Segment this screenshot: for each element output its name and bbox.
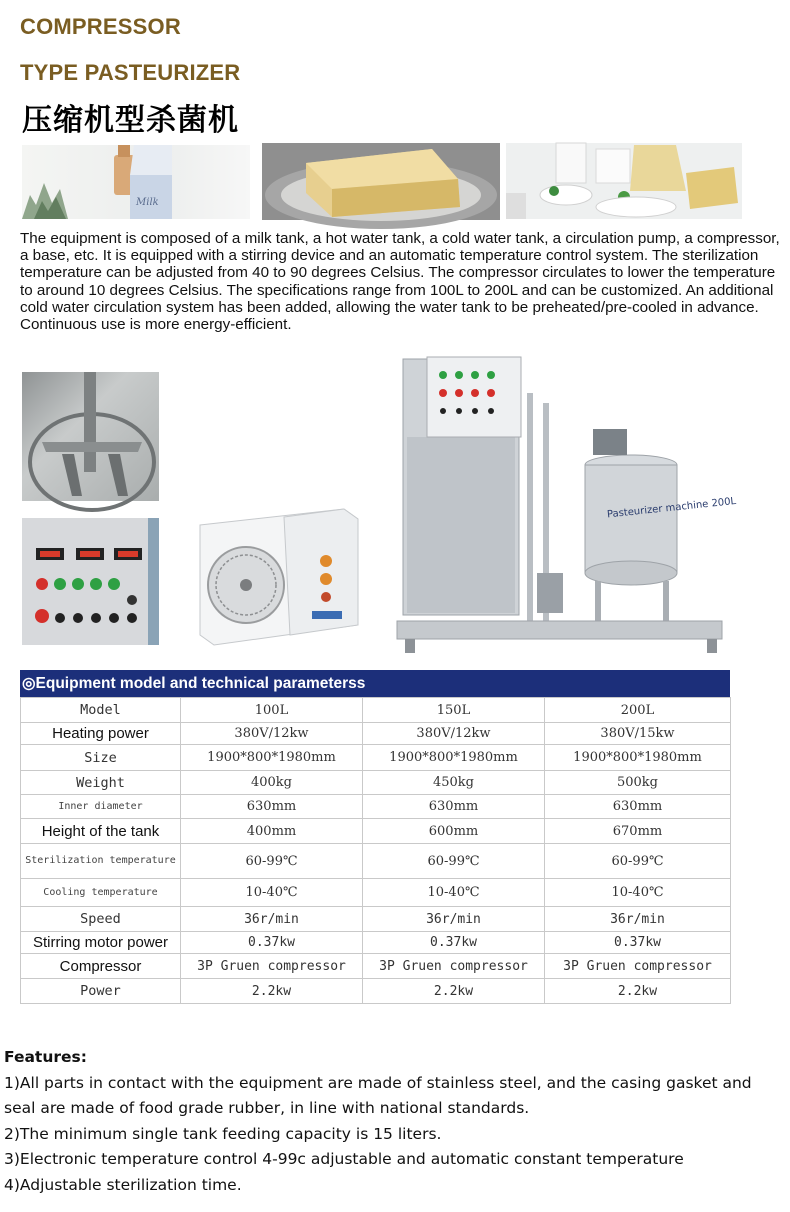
cell-200l: 0.37kw [545, 932, 731, 954]
table-row [21, 795, 731, 819]
cell-200l: 630mm [545, 795, 731, 819]
row-label: Speed [21, 907, 181, 932]
table-row [21, 844, 731, 879]
cell-100l: 400mm [181, 819, 363, 844]
title-chinese: 压缩机型杀菌机 [22, 103, 239, 138]
cell-150l: 10-40℃ [363, 879, 545, 907]
feature-item: 4)Adjustable sterilization time. [4, 1175, 242, 1194]
cell-200l: 1900*800*1980mm [545, 745, 731, 771]
cell-150l: 0.37kw [363, 932, 545, 954]
feature-item: 1)All parts in contact with the equipment are made of stainless steel, and the casing gasket and seal are made of food grade rubber, in line with national standards. [4, 1073, 752, 1117]
row-label: Heating power [21, 723, 181, 745]
table-row [21, 979, 731, 1004]
cell-150l: 60-99℃ [363, 844, 545, 879]
cell-100l: 10-40℃ [181, 879, 363, 907]
cell-150l: 1900*800*1980mm [363, 745, 545, 771]
stirrer-photo [22, 372, 159, 501]
cell-100l: 1900*800*1980mm [181, 745, 363, 771]
dairy-products-photo [506, 143, 742, 219]
feature-item: 3)Electronic temperature control 4-99c adjustable and automatic constant temperature [4, 1150, 684, 1168]
cell-100l: 60-99℃ [181, 844, 363, 879]
cell-200l: 670mm [545, 819, 731, 844]
row-label: Model [21, 698, 181, 723]
row-label: Stirring motor power [21, 932, 181, 954]
cell-100l: 630mm [181, 795, 363, 819]
features-title: Features [4, 1048, 81, 1066]
machine-label: Pasteurizer machine 200L [606, 495, 737, 521]
table-row [21, 745, 731, 771]
table-row [21, 932, 731, 954]
feature-item: 2)The minimum single tank feeding capacity is 15 liters. [4, 1124, 442, 1143]
compressor-unit-photo [194, 505, 362, 648]
cell-200l: 10-40℃ [545, 879, 731, 907]
cell-150l: 380V/12kw [363, 723, 545, 745]
cell-150l: 36r/min [363, 907, 545, 932]
milk-bottle-photo [22, 145, 250, 219]
cell-100l: 2.2kw [181, 979, 363, 1004]
table-row [21, 723, 731, 745]
spec-table [20, 697, 731, 1004]
row-label: Weight [21, 771, 181, 795]
pasteurizer-machine-photo [397, 353, 737, 660]
cell-200l: 200L [545, 698, 731, 723]
cell-200l: 500kg [545, 771, 731, 795]
features-heading: Features: [4, 1048, 87, 1066]
table-title: ◎Equipment model and technical parameterss [20, 670, 730, 697]
cell-200l: 380V/15kw [545, 723, 731, 745]
butter-photo [262, 143, 500, 220]
title-line-1: COMPRESSOR [20, 14, 181, 39]
cell-150l: 630mm [363, 795, 545, 819]
row-label: Height of the tank [21, 819, 181, 844]
title-line-2: TYPE PASTEURIZER [20, 60, 241, 85]
pasteurizer-illustration [397, 353, 737, 660]
stirrer-illustration [22, 372, 159, 501]
milk-label: Milk [136, 197, 159, 208]
cell-100l: 3P Gruen compressor [181, 954, 363, 979]
cell-150l: 150L [363, 698, 545, 723]
cell-200l: 60-99℃ [545, 844, 731, 879]
row-label: Power [21, 979, 181, 1004]
table-row [21, 954, 731, 979]
table-row [21, 879, 731, 907]
control-panel-illustration [22, 518, 159, 645]
compressor-unit-illustration [194, 505, 362, 648]
row-label: Inner diameter [21, 795, 181, 819]
cell-200l: 36r/min [545, 907, 731, 932]
features-section [4, 1045, 784, 1198]
cell-100l: 380V/12kw [181, 723, 363, 745]
table-row [21, 698, 731, 723]
cell-150l: 600mm [363, 819, 545, 844]
cell-100l: 100L [181, 698, 363, 723]
butter-illustration [262, 143, 500, 220]
table-row [21, 819, 731, 844]
intro-paragraph: The equipment is composed of a milk tank, a hot water tank, a cold water tank, a circulation pump, a compressor, a base, etc. It is equipped with a stirring device and an automatic temperature control system. The sterilization temperature can be adjusted from 40 to 90 degrees Celsius. The compressor circulates to lower the temperature to around 10 degrees Celsius. The specifications range from 100L to 200L and can be customized. An additional cold water circulation system has been added, allowing the water tank to be preheated/pre-cooled in advance. Continuous use is more energy-efficient. [20, 230, 780, 334]
cell-100l: 0.37kw [181, 932, 363, 954]
cell-150l: 450kg [363, 771, 545, 795]
cell-100l: 36r/min [181, 907, 363, 932]
dairy-illustration [506, 143, 742, 219]
cell-100l: 400kg [181, 771, 363, 795]
cell-200l: 2.2kw [545, 979, 731, 1004]
row-label: Size [21, 745, 181, 771]
cell-200l: 3P Gruen compressor [545, 954, 731, 979]
control-panel-photo [22, 518, 159, 645]
table-row [21, 907, 731, 932]
cell-150l: 2.2kw [363, 979, 545, 1004]
cell-150l: 3P Gruen compressor [363, 954, 545, 979]
row-label: Compressor [21, 954, 181, 979]
milk-bottle-illustration [22, 145, 250, 219]
row-label: Sterilization temperature [21, 844, 181, 879]
row-label: Cooling temperature [21, 879, 181, 907]
table-row [21, 771, 731, 795]
